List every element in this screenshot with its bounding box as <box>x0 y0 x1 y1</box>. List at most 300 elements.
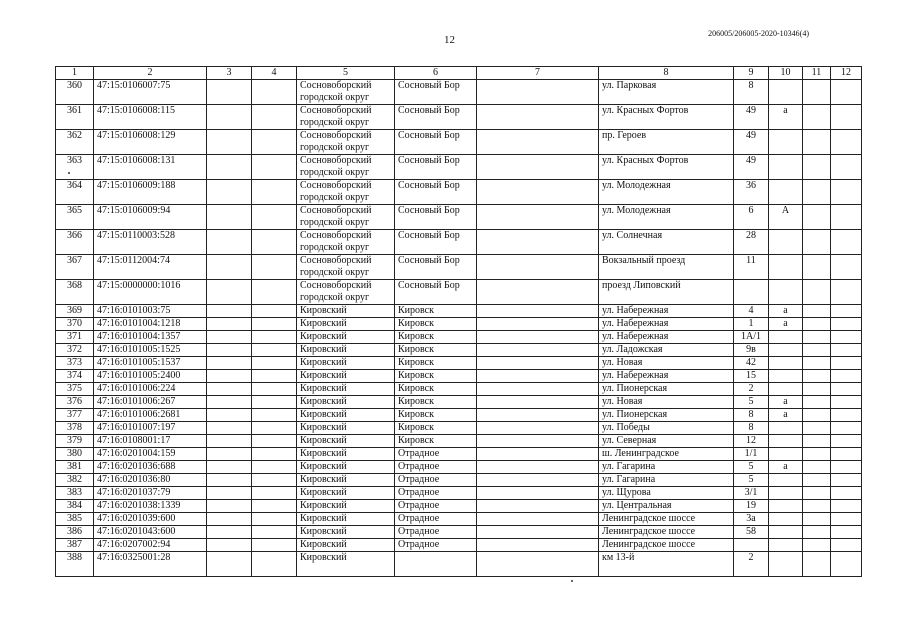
table-cell: Кировский <box>297 461 395 474</box>
table-cell: Кировский <box>297 552 395 577</box>
table-cell <box>252 552 297 577</box>
table-cell: 3а <box>734 513 769 526</box>
table-cell <box>734 280 769 305</box>
table-cell: Кировск <box>395 409 477 422</box>
table-cell: 58 <box>734 526 769 539</box>
table-cell <box>477 474 599 487</box>
table-cell: Кировский <box>297 305 395 318</box>
table-cell <box>477 80 599 105</box>
table-cell: ул. Пионерская <box>599 383 734 396</box>
table-row <box>56 255 862 280</box>
table-cell: 47:16:0101006:224 <box>94 383 207 396</box>
table-cell: Кировский <box>297 409 395 422</box>
table-cell <box>477 331 599 344</box>
table-cell <box>252 205 297 230</box>
table-cell <box>803 130 831 155</box>
table-cell <box>477 255 599 280</box>
table-cell: 368 <box>56 280 94 305</box>
table-cell: 374 <box>56 370 94 383</box>
table-cell: 47:16:0201036:80 <box>94 474 207 487</box>
table-cell <box>207 487 252 500</box>
table-cell <box>477 180 599 205</box>
table-cell: 3/1 <box>734 487 769 500</box>
table-cell: 49 <box>734 105 769 130</box>
table-cell <box>769 357 803 370</box>
table-cell: ул. Победы <box>599 422 734 435</box>
table-row <box>56 344 862 357</box>
table-cell <box>803 230 831 255</box>
table-row <box>56 526 862 539</box>
table-cell <box>252 409 297 422</box>
table-cell: 362 <box>56 130 94 155</box>
table-cell <box>252 255 297 280</box>
table-cell: Сосновый Бор <box>395 255 477 280</box>
table-cell: 47:16:0101004:1218 <box>94 318 207 331</box>
table-row <box>56 474 862 487</box>
table-cell <box>803 318 831 331</box>
table-cell <box>207 205 252 230</box>
table-cell <box>803 180 831 205</box>
table-cell: Кировский <box>297 331 395 344</box>
table-row <box>56 422 862 435</box>
table-cell <box>831 461 862 474</box>
table-cell: ул. Ладожская <box>599 344 734 357</box>
table-cell: Сосновоборский городской округ <box>297 255 395 280</box>
table-cell: 47:16:0101006:267 <box>94 396 207 409</box>
table-cell <box>207 435 252 448</box>
table-cell <box>207 305 252 318</box>
table-cell: 373 <box>56 357 94 370</box>
table-cell <box>831 396 862 409</box>
column-header: 11 <box>803 67 831 80</box>
table-cell <box>769 255 803 280</box>
table-cell: 47:15:0106008:131 <box>94 155 207 180</box>
table-body <box>56 80 862 577</box>
table-cell: Сосновый Бор <box>395 105 477 130</box>
table-cell: 8 <box>734 409 769 422</box>
table-cell: 385 <box>56 513 94 526</box>
table-cell <box>207 105 252 130</box>
table-cell: Сосновый Бор <box>395 155 477 180</box>
table-cell: 360 <box>56 80 94 105</box>
table-cell: 8 <box>734 80 769 105</box>
table-cell <box>252 539 297 552</box>
table-cell <box>769 155 803 180</box>
table-cell: Кировск <box>395 357 477 370</box>
table-cell: 47:16:0101005:1525 <box>94 344 207 357</box>
table-cell: 386 <box>56 526 94 539</box>
table-cell <box>769 383 803 396</box>
table-cell: 378 <box>56 422 94 435</box>
table-cell: а <box>769 105 803 130</box>
table-cell <box>477 155 599 180</box>
table-cell <box>831 180 862 205</box>
table-cell: 47:15:0106009:188 <box>94 180 207 205</box>
table-cell <box>831 500 862 513</box>
table-cell <box>769 435 803 448</box>
table-cell <box>252 280 297 305</box>
table-cell: 6 <box>734 205 769 230</box>
table-cell <box>831 305 862 318</box>
table-header-row <box>56 67 862 80</box>
table-cell <box>207 331 252 344</box>
table-cell <box>803 205 831 230</box>
table-cell <box>803 448 831 461</box>
table-cell: 47:16:0101003:75 <box>94 305 207 318</box>
table-cell <box>207 474 252 487</box>
table-cell <box>769 280 803 305</box>
table-cell <box>252 344 297 357</box>
table-cell: 47:16:0101007:197 <box>94 422 207 435</box>
table-cell <box>477 461 599 474</box>
table-cell <box>477 552 599 577</box>
scan-speck <box>571 580 573 582</box>
table-cell: 9в <box>734 344 769 357</box>
table-cell <box>252 305 297 318</box>
table-cell <box>477 205 599 230</box>
table-cell <box>831 344 862 357</box>
table-cell: 47:16:0207002:94 <box>94 539 207 552</box>
table-cell: 5 <box>734 461 769 474</box>
table-cell: 381 <box>56 461 94 474</box>
table-cell <box>803 357 831 370</box>
table-cell <box>207 552 252 577</box>
table-cell <box>831 552 862 577</box>
table-cell <box>252 357 297 370</box>
table-cell <box>769 80 803 105</box>
table-row <box>56 500 862 513</box>
table-cell: 4 <box>734 305 769 318</box>
table-cell <box>831 448 862 461</box>
table-cell: Кировск <box>395 383 477 396</box>
table-cell: 28 <box>734 230 769 255</box>
table-cell: ул. Северная <box>599 435 734 448</box>
table-cell <box>207 539 252 552</box>
table-cell: 361 <box>56 105 94 130</box>
table-cell: Сосновоборский городской округ <box>297 80 395 105</box>
table-cell <box>207 409 252 422</box>
table-cell: 47:15:0106009:94 <box>94 205 207 230</box>
table-cell: ул. Новая <box>599 396 734 409</box>
table-cell: ш. Ленинградское <box>599 448 734 461</box>
table-cell: 380 <box>56 448 94 461</box>
table-cell <box>734 539 769 552</box>
table-cell: Кировский <box>297 448 395 461</box>
table-cell: ул. Набережная <box>599 318 734 331</box>
table-cell <box>207 344 252 357</box>
table-cell: 387 <box>56 539 94 552</box>
table-cell: 47:16:0101005:1537 <box>94 357 207 370</box>
table-cell: а <box>769 305 803 318</box>
table-cell: Кировский <box>297 344 395 357</box>
table-cell: проезд Липовский <box>599 280 734 305</box>
table-cell <box>769 344 803 357</box>
table-cell <box>803 461 831 474</box>
table-cell <box>803 80 831 105</box>
table-cell: 47:15:0106007:75 <box>94 80 207 105</box>
table-cell: 377 <box>56 409 94 422</box>
table-cell <box>477 409 599 422</box>
table-cell <box>831 383 862 396</box>
table-cell: 365 <box>56 205 94 230</box>
table-cell: 47:16:0101006:2681 <box>94 409 207 422</box>
table-cell: 379 <box>56 435 94 448</box>
table-cell <box>207 370 252 383</box>
table-cell <box>831 105 862 130</box>
table-cell <box>207 383 252 396</box>
table-cell: 367 <box>56 255 94 280</box>
table-cell: Кировск <box>395 396 477 409</box>
table-cell: 372 <box>56 344 94 357</box>
table-cell: Сосновый Бор <box>395 180 477 205</box>
table-cell: Сосновый Бор <box>395 130 477 155</box>
table-row <box>56 331 862 344</box>
table-cell: Кировский <box>297 487 395 500</box>
table-cell <box>769 370 803 383</box>
table-cell <box>207 500 252 513</box>
table-cell: Сосновоборский городской округ <box>297 180 395 205</box>
table-cell <box>207 422 252 435</box>
table-cell: Отрадное <box>395 448 477 461</box>
table-cell: 366 <box>56 230 94 255</box>
table-cell: а <box>769 318 803 331</box>
table-cell: Сосновоборский городской округ <box>297 230 395 255</box>
table-cell <box>831 422 862 435</box>
table-cell: Отрадное <box>395 539 477 552</box>
table-cell: 2 <box>734 383 769 396</box>
column-header: 3 <box>207 67 252 80</box>
table-cell <box>477 357 599 370</box>
table-cell: Кировск <box>395 435 477 448</box>
table-cell <box>252 331 297 344</box>
table-cell <box>769 500 803 513</box>
table-cell <box>803 344 831 357</box>
table-row <box>56 513 862 526</box>
table-cell <box>252 422 297 435</box>
table-cell: Кировский <box>297 513 395 526</box>
table-cell <box>207 513 252 526</box>
table-cell: 47:16:0101004:1357 <box>94 331 207 344</box>
table-cell: 47:16:0201004:159 <box>94 448 207 461</box>
table-cell: пр. Героев <box>599 130 734 155</box>
table-cell <box>477 305 599 318</box>
table-cell <box>252 155 297 180</box>
table-cell: 5 <box>734 396 769 409</box>
table-row <box>56 448 862 461</box>
table-cell <box>803 305 831 318</box>
table-cell <box>252 318 297 331</box>
table-cell <box>831 539 862 552</box>
table-cell <box>477 422 599 435</box>
table-cell <box>831 280 862 305</box>
table-cell <box>831 487 862 500</box>
table-cell: Сосновый Бор <box>395 80 477 105</box>
table-cell <box>831 474 862 487</box>
table-cell <box>803 396 831 409</box>
table-cell <box>477 370 599 383</box>
table-row <box>56 487 862 500</box>
table-cell <box>803 552 831 577</box>
table-cell: 1А/1 <box>734 331 769 344</box>
table-row <box>56 318 862 331</box>
table-cell <box>477 526 599 539</box>
table-cell <box>207 230 252 255</box>
table-cell: Кировский <box>297 357 395 370</box>
table-cell <box>207 357 252 370</box>
table-cell <box>803 422 831 435</box>
table-cell <box>252 513 297 526</box>
table-cell: 47:15:0106008:129 <box>94 130 207 155</box>
table-cell: 19 <box>734 500 769 513</box>
table-cell <box>769 422 803 435</box>
table-cell <box>477 539 599 552</box>
table-cell <box>477 513 599 526</box>
table-row <box>56 383 862 396</box>
table-cell <box>803 331 831 344</box>
table-cell: 47:16:0108001:17 <box>94 435 207 448</box>
table-cell: ул. Набережная <box>599 331 734 344</box>
table-cell: 47:16:0201039:600 <box>94 513 207 526</box>
table-cell <box>831 435 862 448</box>
table-cell <box>831 318 862 331</box>
table-cell <box>207 80 252 105</box>
table-cell: 370 <box>56 318 94 331</box>
table-row <box>56 461 862 474</box>
table-cell: 47:15:0106008:115 <box>94 105 207 130</box>
table-cell: Кировск <box>395 344 477 357</box>
table-cell: Кировск <box>395 370 477 383</box>
table-row <box>56 357 862 370</box>
table-cell <box>252 130 297 155</box>
table-cell: 2 <box>734 552 769 577</box>
table-cell: Кировск <box>395 318 477 331</box>
table-cell: 47:15:0000000:1016 <box>94 280 207 305</box>
table-cell <box>207 461 252 474</box>
table-cell <box>477 280 599 305</box>
table-cell <box>769 552 803 577</box>
table-cell <box>769 487 803 500</box>
table-cell: Кировск <box>395 422 477 435</box>
table-cell <box>769 474 803 487</box>
table-cell <box>477 344 599 357</box>
table-cell <box>769 526 803 539</box>
column-header: 1 <box>56 67 94 80</box>
table-cell: Ленинградское шоссе <box>599 539 734 552</box>
table-cell: Сосновый Бор <box>395 280 477 305</box>
column-header: 12 <box>831 67 862 80</box>
table-cell: км 13-й <box>599 552 734 577</box>
table-row <box>56 280 862 305</box>
table-cell <box>769 331 803 344</box>
table-cell <box>477 130 599 155</box>
table-cell: ул. Парковая <box>599 80 734 105</box>
table-cell <box>395 552 477 577</box>
table-cell <box>803 474 831 487</box>
table-cell: Ленинградское шоссе <box>599 513 734 526</box>
table-cell: Сосновый Бор <box>395 205 477 230</box>
column-header: 5 <box>297 67 395 80</box>
table-cell: а <box>769 396 803 409</box>
table-cell: Сосновоборский городской округ <box>297 155 395 180</box>
table-cell <box>803 526 831 539</box>
table-cell: 5 <box>734 474 769 487</box>
table-cell: 384 <box>56 500 94 513</box>
table-cell <box>207 180 252 205</box>
table-cell: 11 <box>734 255 769 280</box>
table-cell: 47:16:0201043:600 <box>94 526 207 539</box>
table-cell: а <box>769 409 803 422</box>
table-cell: ул. Красных Фортов <box>599 105 734 130</box>
table-cell <box>803 500 831 513</box>
table-cell: Сосновоборский городской округ <box>297 280 395 305</box>
table-cell <box>207 396 252 409</box>
table-cell: 1 <box>734 318 769 331</box>
column-header: 10 <box>769 67 803 80</box>
table-cell <box>252 461 297 474</box>
table-cell: Кировский <box>297 474 395 487</box>
table-cell <box>769 513 803 526</box>
table-cell <box>207 130 252 155</box>
table-cell <box>477 487 599 500</box>
table-cell <box>831 255 862 280</box>
table-cell: ул. Красных Фортов <box>599 155 734 180</box>
table-cell: А <box>769 205 803 230</box>
column-header: 7 <box>477 67 599 80</box>
table-cell: Сосновый Бор <box>395 230 477 255</box>
table-cell: 36 <box>734 180 769 205</box>
table-cell <box>831 230 862 255</box>
table-cell: 47:16:0201037:79 <box>94 487 207 500</box>
table-cell <box>831 513 862 526</box>
column-header: 2 <box>94 67 207 80</box>
table-cell <box>477 105 599 130</box>
column-header: 9 <box>734 67 769 80</box>
table-cell: 383 <box>56 487 94 500</box>
table-cell <box>803 255 831 280</box>
table-row <box>56 105 862 130</box>
table-cell <box>477 448 599 461</box>
table-cell: Кировск <box>395 305 477 318</box>
table-cell: Отрадное <box>395 526 477 539</box>
table-cell: Сосновоборский городской округ <box>297 205 395 230</box>
table-cell <box>477 383 599 396</box>
table-cell: Кировск <box>395 331 477 344</box>
table-cell: Отрадное <box>395 500 477 513</box>
table-cell <box>252 500 297 513</box>
table-cell: Кировский <box>297 396 395 409</box>
table-row <box>56 305 862 318</box>
table-cell <box>803 513 831 526</box>
table-cell <box>477 500 599 513</box>
table-cell: ул. Пионерская <box>599 409 734 422</box>
table-cell: 363 <box>56 155 94 180</box>
table-row <box>56 435 862 448</box>
column-header: 4 <box>252 67 297 80</box>
table-cell <box>803 105 831 130</box>
table-cell <box>252 105 297 130</box>
table-cell: Кировский <box>297 526 395 539</box>
table-cell <box>831 526 862 539</box>
table-cell <box>803 435 831 448</box>
page-number: 12 <box>444 34 455 46</box>
table-cell <box>477 435 599 448</box>
table-cell <box>803 487 831 500</box>
table-cell: Кировский <box>297 539 395 552</box>
table-cell: 47:16:0201038:1339 <box>94 500 207 513</box>
table-cell <box>252 474 297 487</box>
table-cell: Кировский <box>297 318 395 331</box>
table-cell <box>207 448 252 461</box>
